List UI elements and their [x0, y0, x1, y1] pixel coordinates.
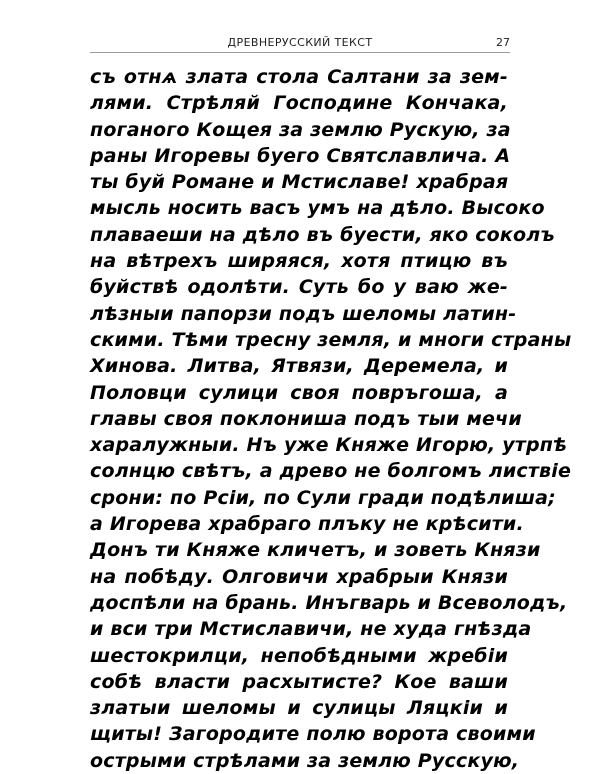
- text-line: а Игорева храбраго плъку не крѣсити.: [90, 513, 524, 536]
- text-line: солнцю свѣтъ, а древо не болгомъ листвiе: [90, 460, 572, 483]
- text-line: главы своя поклониша подъ тыи мечи: [90, 407, 522, 430]
- text-line: доспѣли на брань. Инъгварь и Всеволодъ,: [90, 591, 568, 614]
- text-line: шестокрилци, непобѣдными жребiи: [90, 644, 508, 667]
- text-line: собѣ власти расхытисте? Кое ваши: [90, 670, 508, 693]
- page-number: 27: [496, 36, 510, 49]
- text-line: раны Игоревы буего Святславлича. А: [90, 144, 511, 167]
- text-line: щиты! Загородите полю ворота своими: [90, 723, 536, 746]
- text-line: лями. Стрѣляй Господине Кончака,: [90, 92, 508, 115]
- text-line: съ отнѧ злата стола Салтани за зем-: [90, 66, 508, 88]
- text-line: мысль носить васъ умъ на дѣло. Высоко: [90, 197, 545, 220]
- text-line: на побѣду. Олговичи храбрыи Князи: [90, 565, 508, 588]
- text-line: лѣзныи папорзи подъ шеломы латин-: [90, 302, 517, 325]
- running-title: ДРЕВНЕРУССКИЙ ТЕКСТ: [227, 36, 373, 49]
- old-russian-text-block: [90, 64, 572, 774]
- text-line: харалужныи. Нъ уже Княже Игорю, утрпѣ: [90, 434, 568, 457]
- running-header: [90, 36, 510, 52]
- text-line: Донъ ти Княже кличетъ, и зоветь Князи: [90, 539, 541, 562]
- text-line: поганого Кощея за землю Рускую, за: [90, 118, 511, 141]
- text-line: ты буй Романе и Мстиславе! храбрая: [90, 171, 509, 194]
- header-rule: [90, 52, 510, 53]
- text-line: Хинова. Литва, Ятвязи, Деремела, и: [90, 355, 508, 378]
- text-line: скими. Тѣми тресну земля, и многи страны: [90, 328, 572, 351]
- text-line: на вѣтрехъ ширяяся, хотя птицю въ: [90, 250, 508, 273]
- text-line: и вси три Мстиславичи, не худа гнѣзда: [90, 618, 532, 641]
- text-line: плаваеши на дѣло въ буести, яко соколъ: [90, 223, 555, 246]
- text-line: златыи шеломы и сулицы Ляцкiи и: [90, 697, 508, 720]
- text-line: срони: по Рсiи, по Сули гради подѣлиша;: [90, 486, 556, 509]
- text-line: буйствѣ одолѣти. Суть бо у ваю же-: [90, 276, 508, 299]
- text-line: острыми стрѣлами за землю Русскую,: [90, 749, 520, 772]
- text-line: Половци сулици своя повръгоша, а: [90, 381, 508, 404]
